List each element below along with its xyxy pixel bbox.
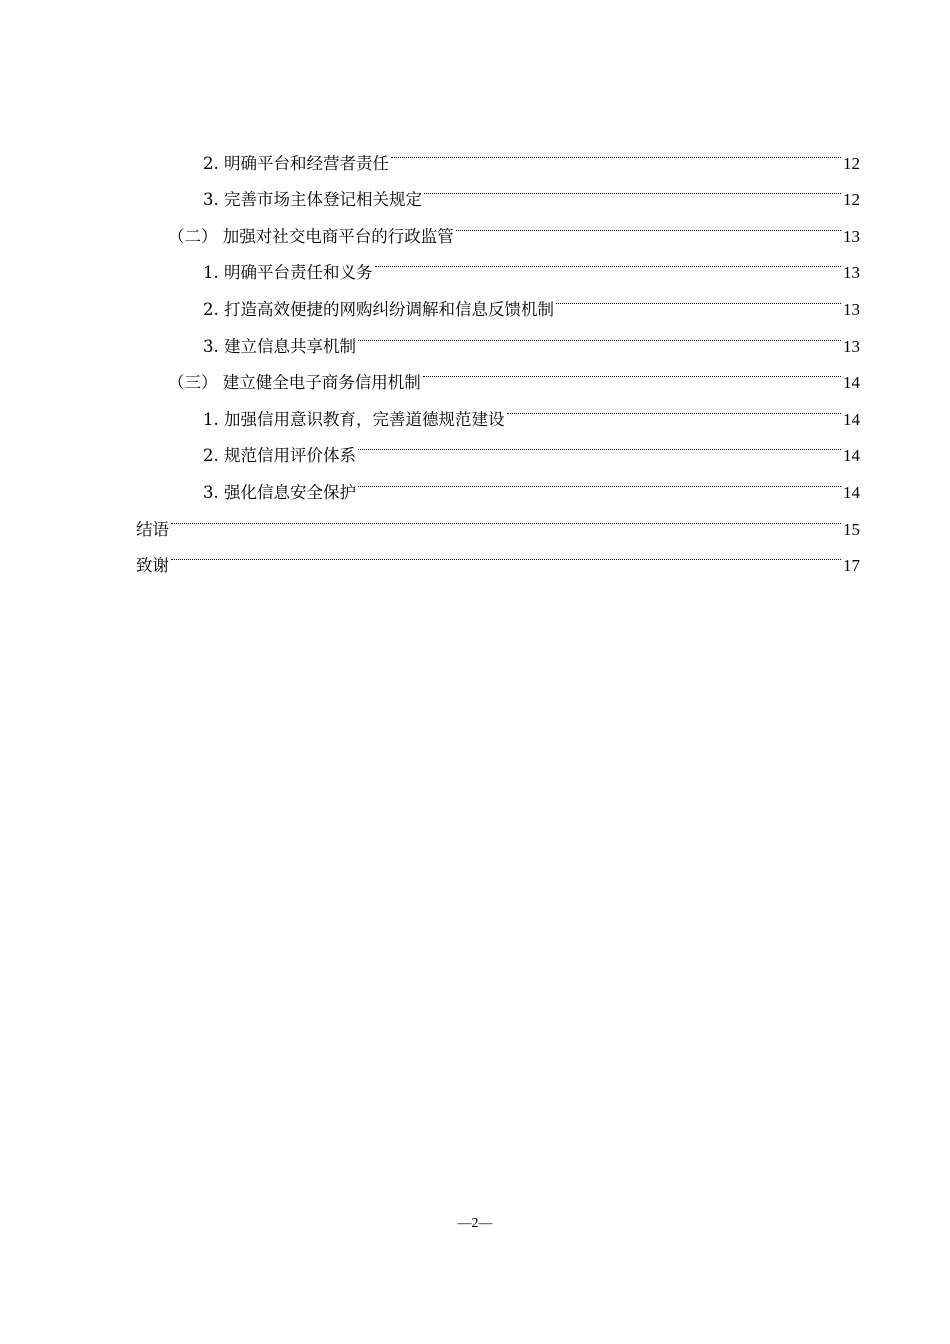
toc-page-number: 13 bbox=[843, 263, 860, 283]
toc-dot-leader bbox=[356, 461, 843, 498]
toc-dot-leader bbox=[169, 498, 843, 535]
toc-entry[interactable] bbox=[136, 132, 860, 173]
toc-page-number: 13 bbox=[843, 299, 860, 319]
toc-dot-leader bbox=[421, 352, 843, 389]
toc-dot-leader bbox=[505, 388, 844, 425]
toc-entry-title: 2. 明确平台和经营者责任 bbox=[203, 153, 389, 173]
table-of-contents bbox=[136, 132, 860, 576]
toc-dot-leader bbox=[389, 132, 843, 169]
page-number-footer: —2— bbox=[457, 1216, 493, 1231]
toc-entry-title: 1. 明确平台责任和义务 bbox=[203, 263, 373, 283]
toc-dot-leader bbox=[356, 315, 843, 352]
toc-dot-leader bbox=[454, 205, 843, 242]
toc-entry[interactable] bbox=[136, 498, 860, 539]
toc-page-number: 14 bbox=[843, 482, 860, 502]
toc-entry-title: 结语 bbox=[136, 519, 169, 539]
toc-entry[interactable] bbox=[136, 535, 860, 576]
toc-dot-leader bbox=[356, 425, 843, 462]
toc-page-number: 17 bbox=[843, 556, 860, 576]
toc-entry-title: （二） 加强对社交电商平台的行政监管 bbox=[168, 226, 454, 246]
toc-entry-title: 3. 强化信息安全保护 bbox=[203, 482, 356, 502]
toc-page-number: 12 bbox=[843, 153, 860, 173]
toc-page-number: 14 bbox=[843, 373, 860, 393]
toc-entry-title: 致谢 bbox=[136, 556, 169, 576]
toc-page-number: 15 bbox=[843, 519, 860, 539]
toc-page-number: 13 bbox=[843, 226, 860, 246]
toc-dot-leader bbox=[169, 535, 843, 572]
toc-entry-title: （三） 建立健全电子商务信用机制 bbox=[168, 373, 421, 393]
toc-entry-title: 2. 打造高效便捷的网购纠纷调解和信息反馈机制 bbox=[203, 299, 554, 319]
toc-entry-title: 2. 规范信用评价体系 bbox=[203, 446, 356, 466]
toc-dot-leader bbox=[422, 169, 843, 206]
toc-page-number: 14 bbox=[843, 409, 860, 429]
toc-page-number: 12 bbox=[843, 190, 860, 210]
toc-page-number: 14 bbox=[843, 446, 860, 466]
toc-dot-leader bbox=[554, 278, 843, 315]
toc-dot-leader bbox=[373, 242, 844, 279]
toc-entry-title: 3. 建立信息共享机制 bbox=[203, 336, 356, 356]
toc-entry-title: 1. 加强信用意识教育，完善道德规范建设 bbox=[203, 409, 505, 429]
toc-page-number: 13 bbox=[843, 336, 860, 356]
toc-entry-title: 3. 完善市场主体登记相关规定 bbox=[203, 190, 422, 210]
